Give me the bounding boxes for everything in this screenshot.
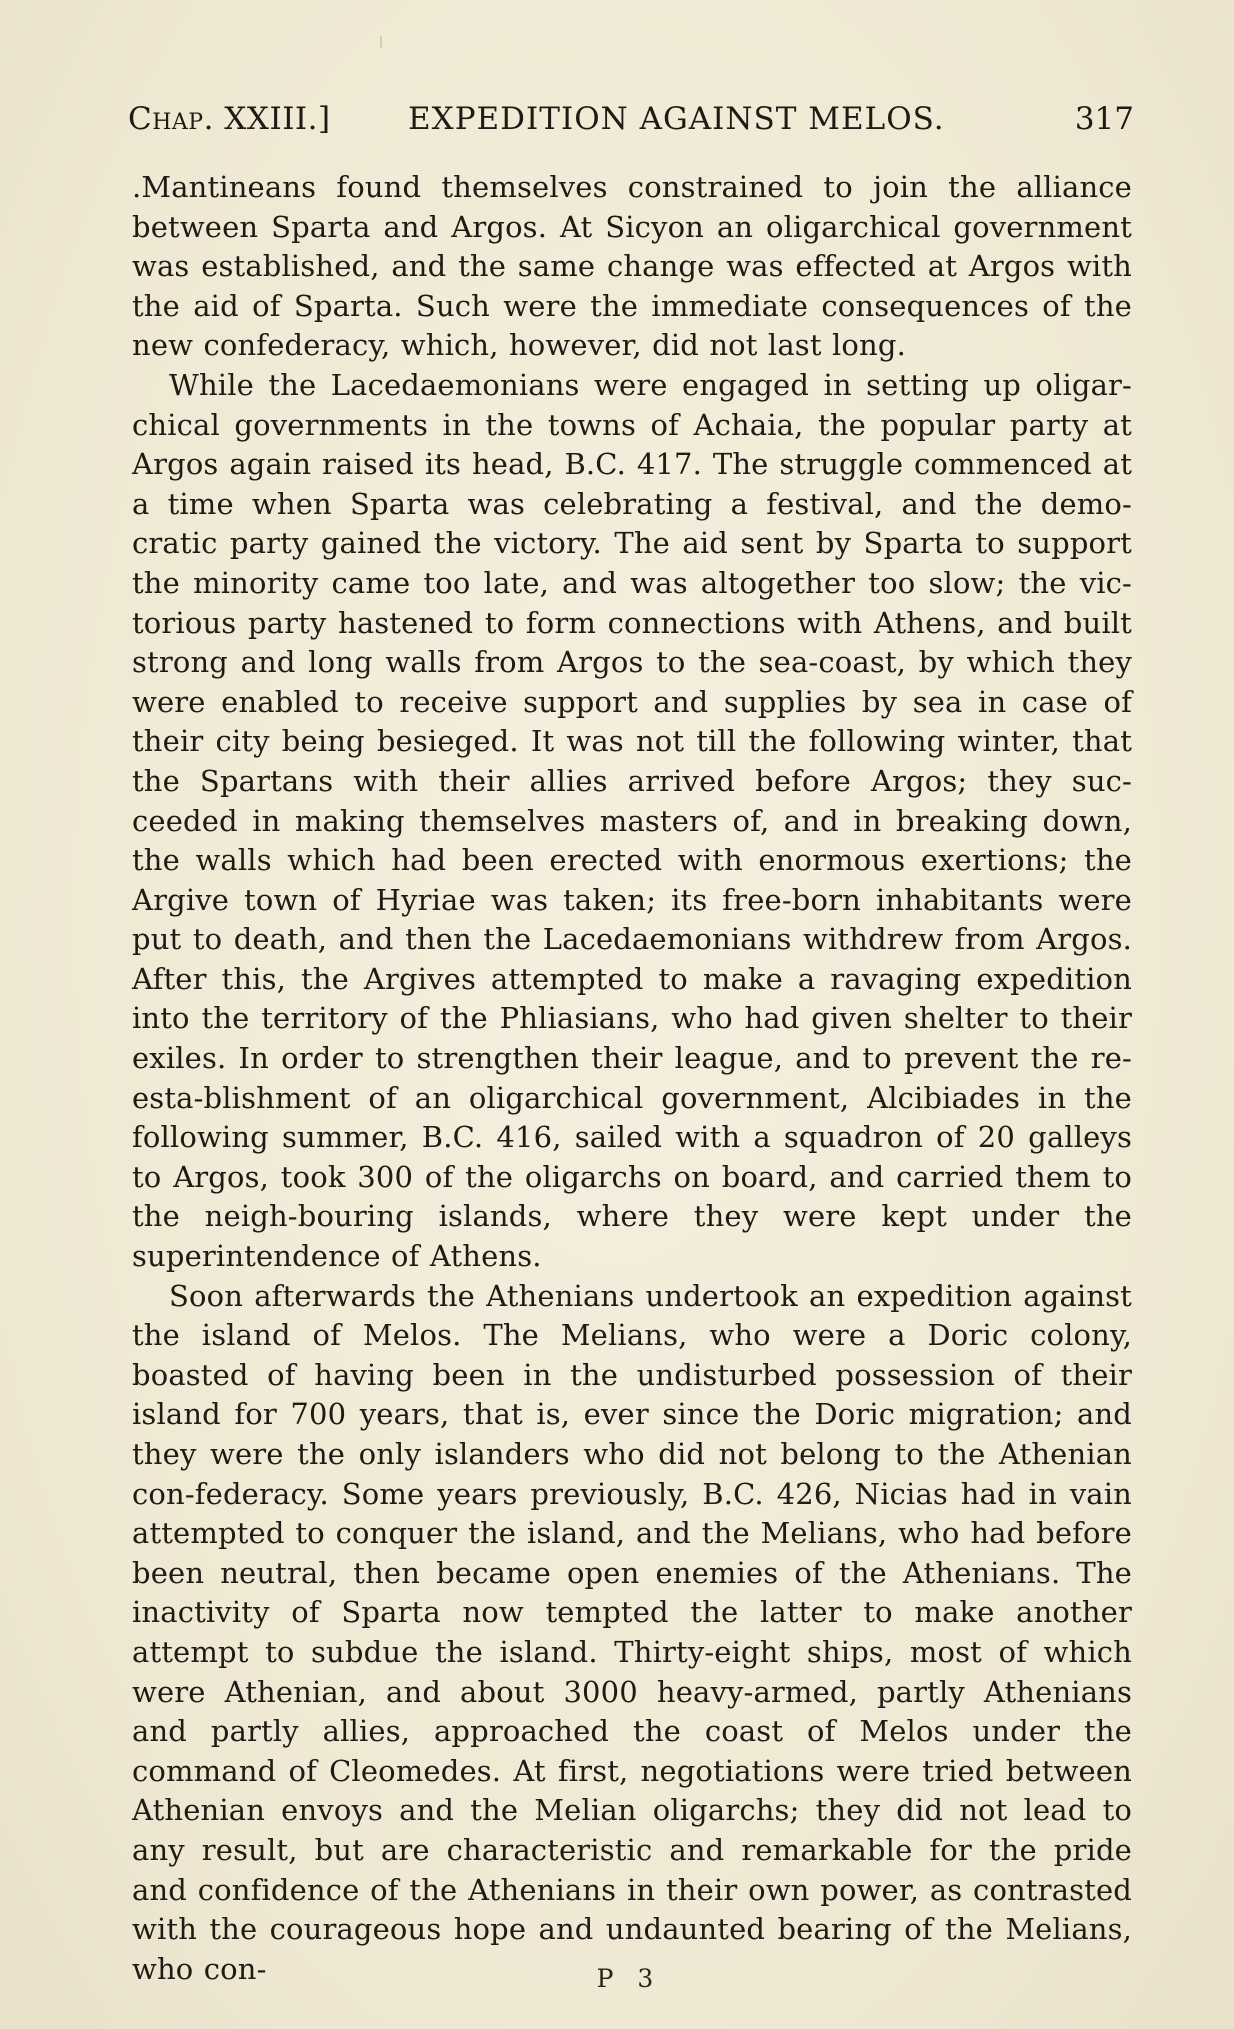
paper-blemish [380, 36, 382, 48]
paragraph-1: .Mantineans found themselves constrained to join the alliance between Sparta and Argos. At Sicyon an oligarchical government was established, and the same change was effected at Argos with the aid of Sparta. Such were the immediate consequences of the new confederacy, which, however, did not last long. [132, 170, 1132, 363]
page-number: 317 [1074, 101, 1134, 137]
chapter-reference: Chap. XXIII.] [128, 101, 331, 137]
running-header [128, 99, 1134, 139]
printer-signature-mark: P 3 [596, 1964, 662, 1993]
body-text [132, 168, 1132, 1989]
paragraph-3: Soon afterwards the Athenians undertook an expedition against the island of Melos. The Melians, who were a Doric colony, boasted of having been in the undisturbed possession of their island for 700 years, that is, ever since the Doric migration; and they were the only islanders who did not belong to the Athenian con-federacy. Some years previously, B.C. 426, Nicias had in vain attempted to conquer the island, and the Melians, who had before been neutral, then became open enemies of the Athenians. The inactivity of Sparta now tempted the latter to make another attempt to subdue the island. Thirty-eight ships, most of which were Athenian, and about 3000 heavy-armed, partly Athenians and partly allies, approached the coast of Melos under the command of Cleomedes. At first, negotiations were tried between Athenian envoys and the Melian oligarchs; they did not lead to any result, but are characteristic and remarkable for the pride and confidence of the Athenians in their own power, as contrasted with the courageous hope and undaunted bearing of the Melians, who con- [132, 1278, 1132, 1986]
paragraph-2: While the Lacedaemonians were engaged in setting up oligar-chical governments in the towns of Achaia, the popular party at Argos again raised its head, B.C. 417. The struggle commenced at a time when Sparta was celebrating a festival, and the demo-cratic party gained the victory. The aid sent by Sparta to support the minority came too late, and was altogether too slow; the vic-torious party hastened to form connections with Athens, and built strong and long walls from Argos to the sea-coast, by which they were enabled to receive support and supplies by sea in case of their city being besieged. It was not till the following winter, that the Spartans with their allies arrived before Argos; they suc-ceeded in making themselves masters of, and in breaking down, the walls which had been erected with enormous exertions; the Argive town of Hyriae was taken; its free-born inhabitants were put to death, and then the Lacedaemonians withdrew from Argos. After this, the Argives attempted to make a ravaging expedition into the territory of the Phliasians, who had given shelter to their exiles. In order to strengthen their league, and to prevent the re-esta-blishment of an oligarchical government, Alcibiades in the following summer, B.C. 416, sailed with a squadron of 20 galleys to Argos, took 300 of the oligarchs on board, and carried them to the neigh-bouring islands, where they were kept under the superintendence of Athens. [132, 367, 1132, 1274]
running-title: EXPEDITION AGAINST MELOS. [408, 101, 945, 137]
